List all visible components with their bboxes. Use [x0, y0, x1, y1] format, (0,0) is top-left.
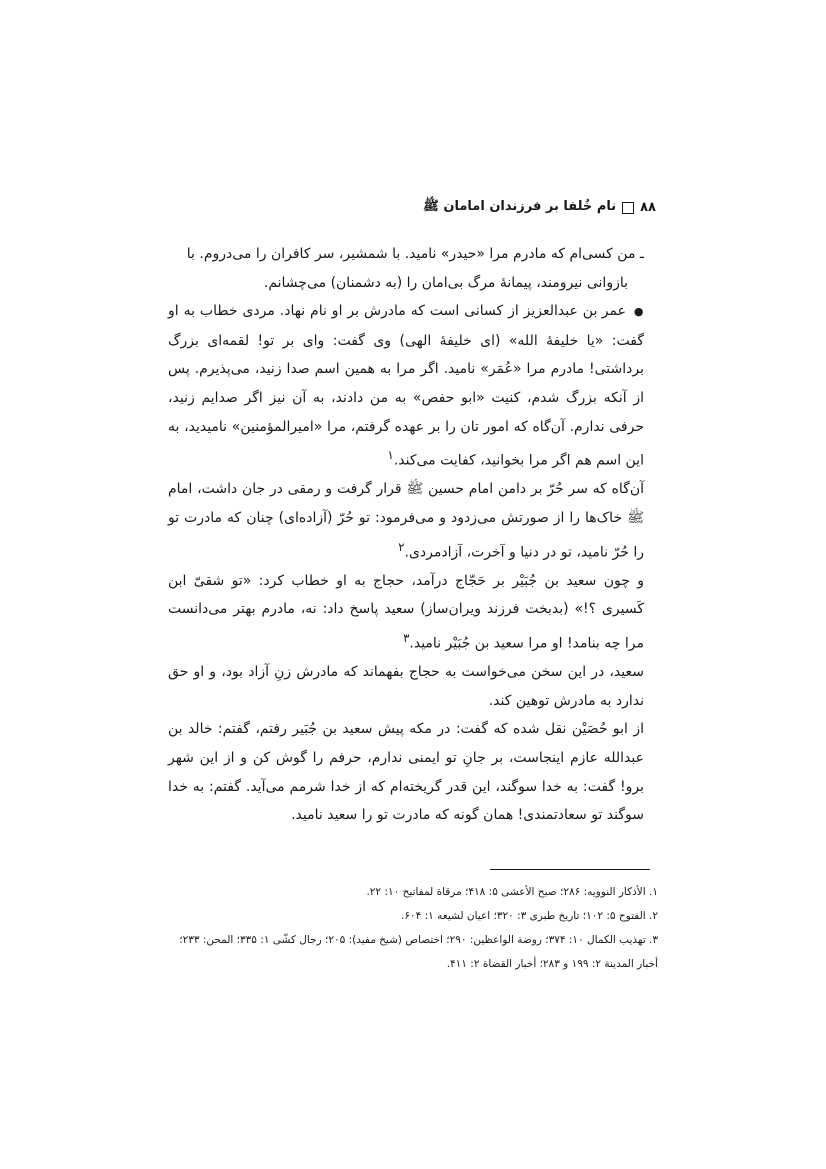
bullet-icon: ●	[633, 305, 644, 319]
running-title: نام خُلفا بر فرزندان امامان ﷺ	[423, 199, 617, 214]
page-number: ۸۸	[640, 200, 656, 215]
footnote-3: ۳. تهذیب الکمال ۱۰: ۳۷۴؛ روضة الواعظین: ۲۹۰؛ اختصاص (شیخ مفید): ۲۰۵؛ رجال کشّی ۱: ۳۳۵؛ المحن: ۲۳۳؛ أخبار المدینة ۲: ۱۹۹ و ۲۸۳؛ أخبار القضاة ۲: ۴۱۱.	[179, 934, 658, 970]
footnote-ref-2[interactable]: ۲	[398, 539, 405, 554]
footnote-2: ۲. الفتوح ۵: ۱۰۲؛ تاریخ طبری ۳: ۳۲۰؛ اعیان لشیعه ۱: ۶۰۴.	[401, 910, 658, 922]
footnote-divider	[490, 869, 650, 870]
paragraph-hurr	[168, 475, 658, 566]
paragraph-umar	[168, 297, 658, 475]
verse-line-1: ـ من کسی‌ام که مادرم مرا «حیدر» نامید. با شمشیر، سر کافران را می‌دروم. با	[186, 246, 644, 262]
running-header	[423, 198, 656, 217]
paragraph-abu-husayn: از ابو حُصَیْن نقل شده که گفت: در مکه پیش سعید بن جُبَیر رفتم، گفتم: خالد بن عبدالله عازم اینجاست، بر جانِ تو ایمنی ندارم، حرفم را گوش کن و از این شهر برو! گفت: به خدا سوگند، این قدر گریخته‌ام که از خدا شرمم می‌آید. گفتم: به خدا سوگند تو سعادتمندی! همان گونه که مادرت تو را سعید نامید.	[168, 721, 644, 824]
paragraph-saeed	[168, 567, 658, 658]
footnote-1: ۱. الأذکار النوویه: ۲۸۶؛ صبح الأعشی ۵: ۴۱۸؛ مرقاة لمفاتیح ۱۰: ۲۲.	[366, 886, 658, 898]
paragraph-explanation: سعید، در این سخن می‌خواست به حجاج بفهماند که مادرش زنِ آزاد بود، و او حق ندارد به مادرش توهین کند.	[168, 664, 644, 709]
paragraph-hurr-text: آن‌گاه که سر حُرّ بر دامن امام حسین ﷺ قرار گرفت و رمقی در جان داشت، امام ﷺ خاک‌ها را از صورتش می‌زدود و می‌فرمود: تو حُرّ (آزاده‌ای) چنان که مادرت تو را حُرّ نامید، تو در دنیا و آخرت، آزادمردی.	[168, 481, 644, 561]
main-text	[168, 240, 658, 830]
square-ornament-icon	[622, 202, 634, 214]
paragraph-saeed-text: و چون سعید بن جُبَیْر بر حَجّاج درآمد، حجاج به او خطاب کرد: «تو شقیّ ابن کَسیری ؟!» (بدبخت فرزند ویران‌ساز) سعید پاسخ داد: نه، مادرم بهتر می‌دانست مرا چه بنامد! او مرا سعید بن جُبَیْر نامید.	[168, 572, 644, 652]
paragraph-umar-text: عمر بن عبدالعزیز از کسانی است که مادرش بر او نام نهاد. مردی خطاب به او گفت: «یا خلیفهٔ الله» (ای خلیفهٔ الهی) وی گفت: وای بر تو! لقمه‌ای بزرگ برداشتی! مادرم مرا «عُمَر» نامید. اگر مرا به همین اسم صدا زنید، می‌پذیرم. پس از آنکه بزرگ شدم، کنیت «ابو حفص» به من دادند، به آن نیز اگر صدایم زنید، حرفی ندارم. آن‌گاه که امور تان را بر عهده گرفتم، مرا «امیرالمؤمنین» نامیدید، به این اسم هم اگر مرا بخوانید، کفایت می‌کند.	[168, 303, 644, 469]
footnotes	[168, 880, 658, 976]
verse-line-2: بازوانی نیرومند، پیمانهٔ مرگ بی‌امان را (به دشمنان) می‌چشانم.	[263, 274, 628, 291]
footnote-ref-1[interactable]: ۱	[387, 448, 394, 463]
footnote-ref-3[interactable]: ۳	[403, 631, 410, 646]
